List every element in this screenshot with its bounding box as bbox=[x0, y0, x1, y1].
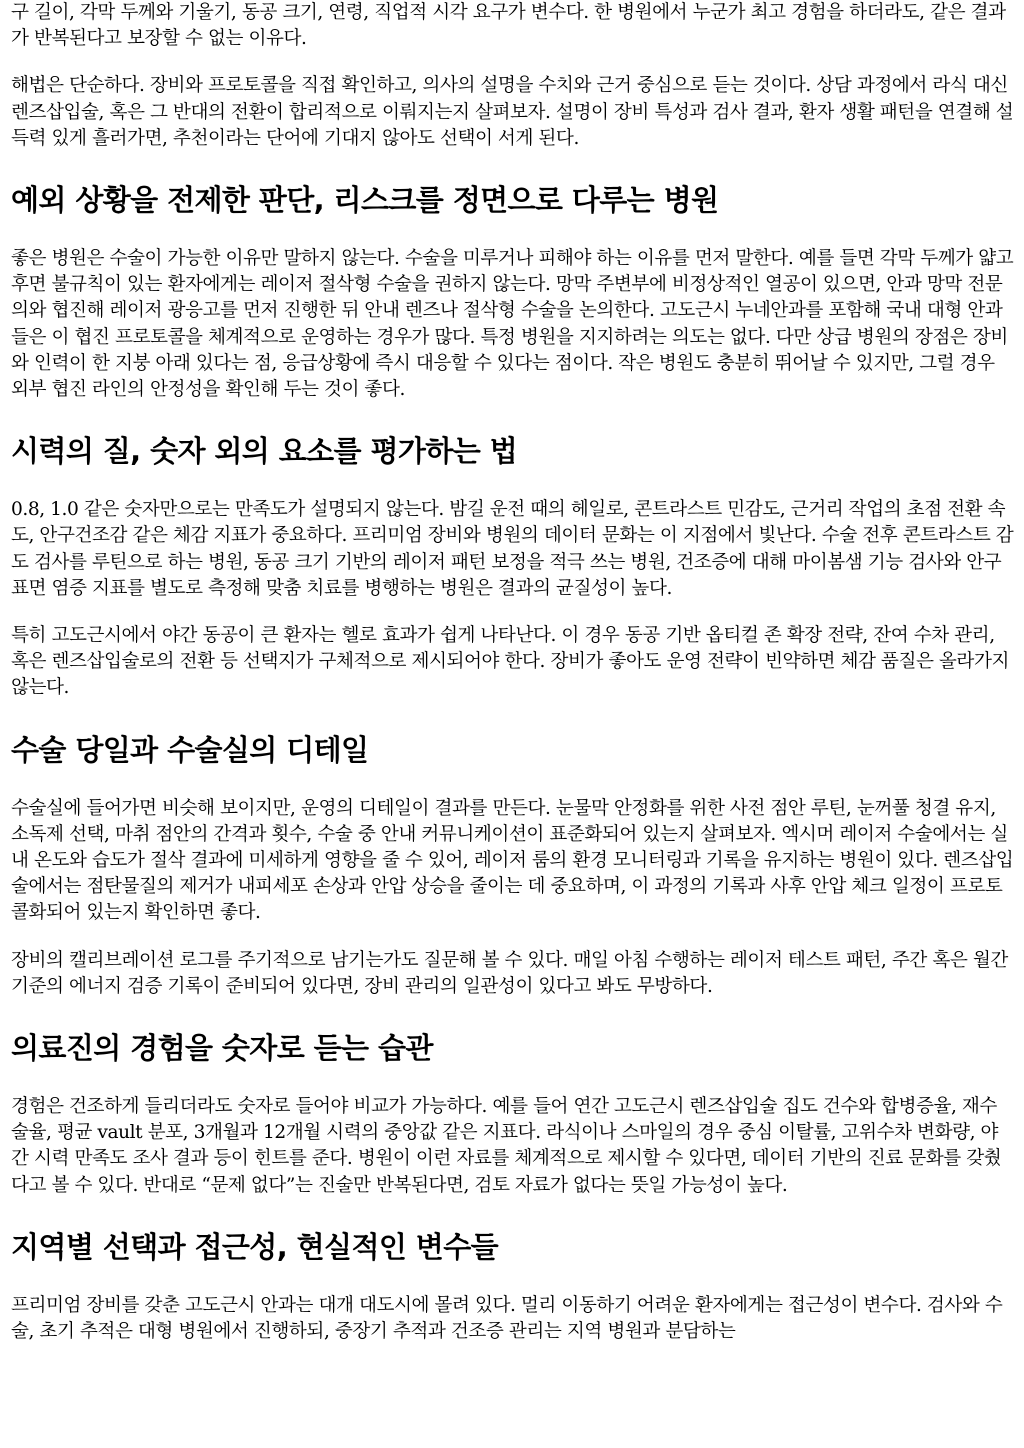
paragraph-region-1: 프리미엄 장비를 갖춘 고도근시 안과는 대개 대도시에 몰려 있다. 멀리 이동하기 어려운 환자에게는 접근성이 변수다. 검사와 수술, 초기 추적은 대형 병원에서 진행하되, 중장기 추적과 건조증 관리는 지역 병원과 분담하는 bbox=[11, 1294, 1003, 1343]
paragraph-surgery-2: 장비의 캘리브레이션 로그를 주기적으로 남기는가도 질문해 볼 수 있다. 매일 아침 수행하는 레이저 테스트 패턴, 주간 혹은 월간 기준의 에너지 검증 기록이 준비되어 있다면, 장비 관리의 일관성이 있다고 봐도 무방하다. bbox=[11, 949, 1008, 997]
paragraph-experience-1: 경험은 건조하게 들리더라도 숫자로 들어야 비교가 가능하다. 예를 들어 연간 고도근시 렌즈삽입술 집도 건수와 합병증율, 재수술율, 평균 vault 분포, 3개월과 12개월 시력의 중앙값 같은 지표다. 라식이나 스마일의 경우 중심 이탈률, 고위수차 변화량, 야간 시력 만족도 조사 결과 등이 힌트를 준다. 병원이 이런 자료를 체계적으로 제시할 수 있다면, 데이터 기반의 진료 문화를 갖췄다고 볼 수 있다. 반대로 “문제 없다”는 진술만 반복된다면, 검토 자료가 없다는 뜻일 가능성이 높다. bbox=[11, 1096, 1002, 1196]
heading-staff-experience: 의료진의 경험을 숫자로 듣는 습관 bbox=[11, 1031, 433, 1066]
heading-risk: 예외 상황을 전제한 판단, 리스크를 정면으로 다루는 병원 bbox=[11, 183, 719, 218]
heading-vision-quality: 시력의 질, 숫자 외의 요소를 평가하는 법 bbox=[11, 434, 518, 469]
paragraph-intro-1: 구 길이, 각막 두께와 기울기, 동공 크기, 연령, 직업적 시각 요구가 변수다. 한 병원에서 누군가 최고 경험을 하더라도, 같은 결과가 반복된다고 보장할 수 없는 이유다. bbox=[11, 2, 1006, 50]
paragraph-quality-2: 특히 고도근시에서 야간 동공이 큰 환자는 헬로 효과가 쉽게 나타난다. 이 경우 동공 기반 옵티컬 존 확장 전략, 잔여 수차 관리, 혹은 렌즈삽입술로의 전환 등 선택지가 구체적으로 제시되어야 한다. 장비가 좋아도 운영 전략이 빈약하면 체감 품질은 올라가지 않는다. bbox=[11, 625, 1009, 699]
paragraph-intro-2: 해법은 단순하다. 장비와 프로토콜을 직접 확인하고, 의사의 설명을 수치와 근거 중심으로 듣는 것이다. 상담 과정에서 라식 대신 렌즈삽입술, 혹은 그 반대의 전환이 합리적으로 이뤄지는지 살펴보자. 설명이 장비 특성과 검사 결과, 환자 생활 패턴을 연결해 설득력 있게 흘러가면, 추천이라는 단어에 기대지 않아도 선택이 서게 된다. bbox=[11, 75, 1014, 149]
paragraph-surgery-1: 수술실에 들어가면 비슷해 보이지만, 운영의 디테일이 결과를 만든다. 눈물막 안정화를 위한 사전 점안 루틴, 눈꺼풀 청결 유지, 소독제 선택, 마취 점안의 간격과 횟수, 수술 중 안내 커뮤니케이션이 표준화되어 있는지 살펴보자. 엑시머 레이저 수술에서는 실내 온도와 습도가 절삭 결과에 미세하게 영향을 줄 수 있어, 레이저 룸의 환경 모니터링과 기록을 유지하는 병원이 있다. 렌즈삽입술에서는 점탄물질의 제거가 내피세포 손상과 안압 상승을 줄이는 데 중요하며, 이 과정의 기록과 사후 안압 체크 일정이 프로토콜화되어 있는지 확인하면 좋다. bbox=[11, 797, 1014, 924]
heading-surgery-day: 수술 당일과 수술실의 디테일 bbox=[11, 732, 369, 767]
paragraph-risk-1: 좋은 병원은 수술이 가능한 이유만 말하지 않는다. 수술을 미루거나 피해야 하는 이유를 먼저 말한다. 예를 들면 각막 두께가 얇고 후면 불규칙이 있는 환자에게는 레이저 절삭형 수술을 권하지 않는다. 망막 주변부에 비정상적인 열공이 있으면, 안과 망막 전문의와 협진해 레이저 광응고를 먼저 진행한 뒤 안내 렌즈나 절삭형 수술을 논의한다. 고도근시 누네안과를 포함해 국내 대형 안과들은 이 협진 프로토콜을 체계적으로 운영하는 경우가 많다. 특정 병원을 지지하려는 의도는 없다. 다만 상급 병원의 장점은 장비와 인력이 한 지붕 아래 있다는 점, 응급상황에 즉시 대응할 수 있다는 점이다. 작은 병원도 충분히 뛰어날 수 있지만, 그럴 경우 외부 협진 라인의 안정성을 확인해 두는 것이 좋다. bbox=[11, 248, 1014, 401]
heading-region-access: 지역별 선택과 접근성, 현실적인 변수들 bbox=[11, 1229, 499, 1264]
paragraph-quality-1: 0.8, 1.0 같은 숫자만으로는 만족도가 설명되지 않는다. 밤길 운전 때의 헤일로, 콘트라스트 민감도, 근거리 작업의 초점 전환 속도, 안구건조감 같은 체감 지표가 중요하다. 프리미엄 장비와 병원의 데이터 문화는 이 지점에서 빛난다. 수술 전후 콘트라스트 감도 검사를 루틴으로 하는 병원, 동공 크기 기반의 레이저 패턴 보정을 적극 쓰는 병원, 건조증에 대해 마이봄샘 기능 검사와 안구표면 염증 지표를 별도로 측정해 맞춤 치료를 병행하는 병원은 결과의 균질성이 높다. bbox=[11, 499, 1014, 599]
